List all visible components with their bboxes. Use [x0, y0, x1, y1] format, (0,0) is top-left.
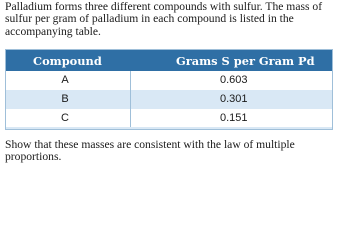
table-row	[6, 109, 332, 128]
column-divider	[130, 71, 131, 129]
table-bottom-strip	[6, 127, 332, 129]
problem-question: Show that these masses are consistent with the law of multiple proportions.	[5, 138, 295, 164]
header-compound: Compound	[33, 54, 102, 68]
value-cell: 0.151	[220, 112, 248, 124]
table-row	[6, 71, 332, 90]
compound-cell: B	[61, 93, 69, 105]
problem-intro: Palladium forms three different compounds with sulfur. The mass of sulfur per gram of palladium in each compound is listed in the accompanying table.	[5, 0, 323, 38]
table-header	[6, 50, 332, 71]
table-row	[6, 90, 332, 109]
data-table	[5, 49, 333, 130]
compound-cell: A	[61, 74, 69, 86]
value-cell: 0.603	[220, 74, 248, 86]
compound-cell: C	[61, 112, 69, 124]
header-grams-s-per-gram-pd: Grams S per Gram Pd	[176, 54, 315, 68]
value-cell: 0.301	[220, 93, 248, 105]
